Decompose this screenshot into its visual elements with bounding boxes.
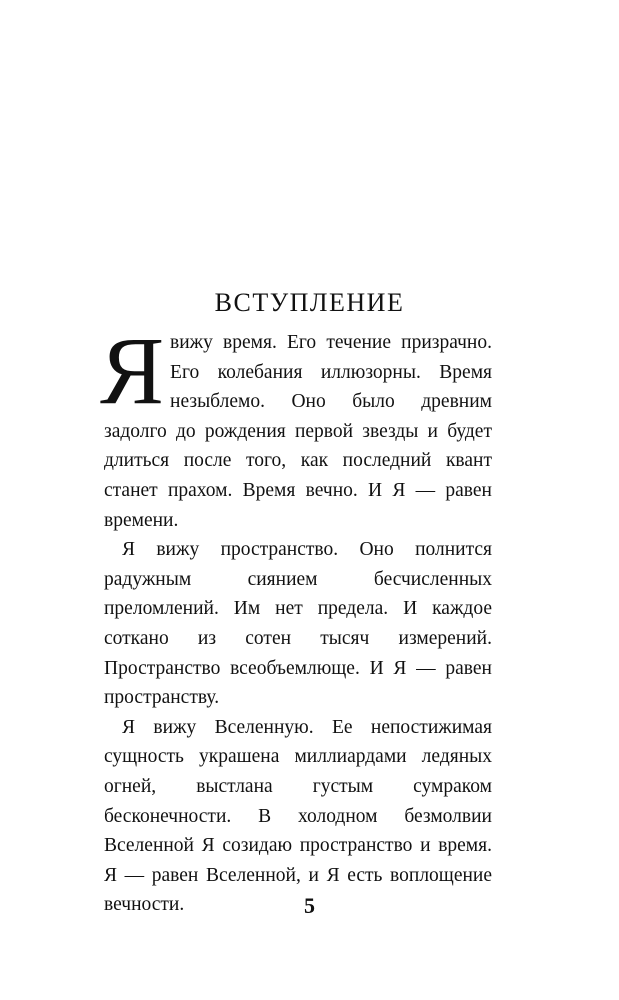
drop-cap: Я	[100, 317, 165, 424]
page-number: 5	[304, 893, 315, 918]
body-text	[100, 317, 492, 920]
paragraph-1	[100, 317, 492, 535]
chapter-title: ВСТУПЛЕНИЕ	[214, 288, 405, 317]
paragraph-2: Я вижу пространство. Оно полнится радужным сиянием бесчисленных преломлений. Им нет предела. И каждое соткано из сотен тысяч измерений. Пространство всеобъемлюще. И Я — равен пространству.	[104, 539, 492, 709]
paragraph-3: Я вижу Вселенную. Ее непостижимая сущность украшена миллиардами ледяных огней, выстлана густым сумраком бесконечности. В холодном безмолвии Вселенной Я созидаю пространство и время. Я — равен Вселенной, и Я есть воплощение вечности.	[104, 716, 492, 916]
paragraph-1-text: вижу время. Его течение призрачно. Его колебания иллюзорны. Время незыблемо. Оно было древним задолго до рождения первой звезды и будет длиться после того, как последний квант станет прахом. Время вечно. И Я — равен времени.	[104, 332, 492, 531]
